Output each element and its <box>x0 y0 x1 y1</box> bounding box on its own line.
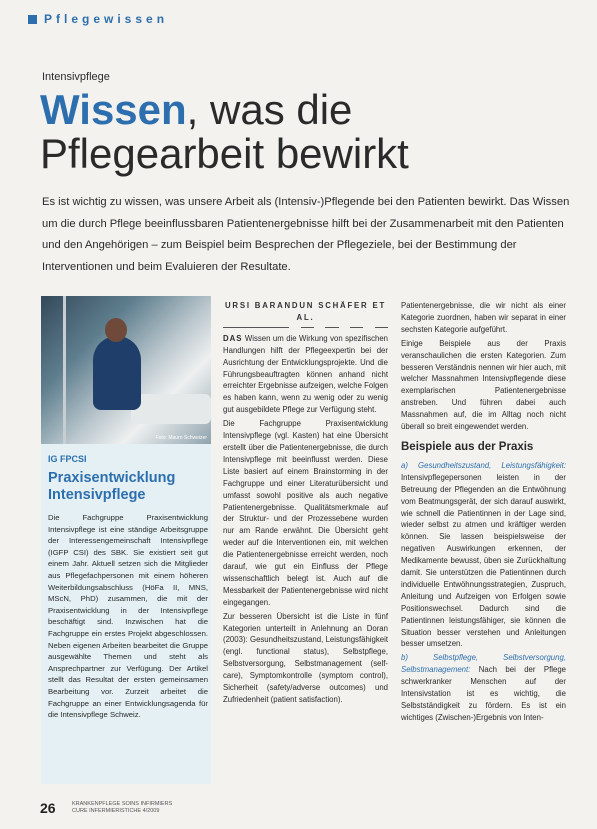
lead-word: DAS <box>223 333 243 343</box>
sidebar-box <box>41 296 211 784</box>
article-kicker: Intensivpflege <box>42 71 110 83</box>
headline-rest: , was die Pflegearbeit bewirkt <box>40 86 409 177</box>
nurse-photo <box>41 296 211 444</box>
page-footer: KRANKENPFLEGE SOINS INFIRMIERS CURE INFERMIERISTICHE 4/2009 <box>72 801 173 814</box>
column-3-paragraph: Einige Beispiele aus der Praxis veranschaulichen die ersten Kategorien. Zum besseren Verständnis nennen wir hier auch, mit welcher Massnahmen Intensivpflegende diese exemplarischen Patientenergebnisse anstreben. Und führen dabei auch Massnahmen auf, die im Alltag noch nicht überall so breit eingewendet werden. <box>401 338 566 432</box>
section-label: Pflegewissen <box>44 12 169 26</box>
practice-item-b: b) Selbstpflege, Selbstversorgung, Selbstmanagement: Nach bei der Pflege schwerkranker Menschen auf der Intensivstation ist es wichtig, die Selbstständigkeit zu fördern. Es ist ein wichtiges (Zwischen-)Ergebnis von Inten- <box>401 653 567 722</box>
article-lead: Es ist wichtig zu wissen, was unsere Arbeit als (Intensiv-)Pflegende bei den Patienten bewirkt. Das Wissen um die durch Pflege beeinflussbaren Patientenergebnisse hilft bei der Zusammenarbeit mit den Patienten und den Angehörigen – zum Beispiel beim Besprechen der Pflegeziele, bei der Bestimmung der Interventionen und beim Evaluieren der Resultate. <box>42 196 570 273</box>
page-number: 26 <box>40 800 56 816</box>
nurse-figure <box>93 336 141 410</box>
sidebar-tag: IG FPCSI <box>48 454 87 464</box>
photo-credit: Foto: Mauro Schweizer <box>155 435 207 441</box>
article-authors: URSI BARANDUN SCHÄFER ET AL. <box>224 301 387 322</box>
section-header <box>28 10 168 28</box>
practice-subheading: Beispiele aus der Praxis <box>401 440 534 453</box>
column-2-paragraph: Zur besseren Übersicht ist die Liste in fünf Kategorien unterteilt in Anlehnung an Doran (2003): Gesundheitszustand, Leistungsfähigkeit (engl. functional status), Selbstpflege, Selbstversorgung, Selbstmanagement (self-care), Symptomkontrolle (symptom control), Sicherheit (safety/adverse outcomes) und Zufriedenheit (patient satisfaction). <box>223 611 388 704</box>
section-square-icon <box>28 15 37 24</box>
hospital-bed <box>131 394 211 424</box>
column-3-paragraph: Patientenergebnisse, die wir nicht als einer Kategorie zuordnen, haben wir separat in einer sechsten Kategorie aufgeführt. <box>401 301 566 334</box>
article-column-2 <box>223 300 388 708</box>
column-2-paragraph: DAS Wissen um die Wirkung von spezifischen Handlungen hilft der Pflegeexpertin bei der Ausrichtung der Entwicklungsprojekte. Und die Führungsbeauftragten können anhand nicht erreichter Ergebnisse aufzeigen, welche Folgen es haben kann, wenn zu wenig oder zu wenig gut ausgebildete Pflege zur Verfügung steht. <box>223 333 389 415</box>
column-2-paragraph: Die Fachgruppe Praxisentwicklung Intensivpflege (vgl. Kasten) hat eine Übersicht erstellt über die Patientenergebnisse, die durch Intensivpflege mit beeinflusst werden. Diese Liste basiert auf einem Brainstorming in der Fachgruppe und einer Literaturübersicht und umfasst sowohl positive als auch negative Patientenergebnisse. Qualitätsmerkmale auf der Struktur- und der Prozessebene wurden nur am Rande erwähnt. Die Übersicht geht weder auf die Interventionen ein, mit welchen die Patientenergebnisse erreicht werden, noch darauf, wie gut ein Einfluss der Pflege wissenschaftlich belegt ist. Auch auf die Messbarkeit der Patientenergebnisse wird nicht eingegangen. <box>223 419 388 607</box>
author-rule <box>223 327 388 328</box>
sidebar-body: Die Fachgruppe Praxisentwicklung Intensivpflege ist eine ständige Arbeitsgruppe der Interessengemeinschaft Intensivpflege (IGFP CSI) des SBK. Sie existiert seit gut einem Jahr. Aktuell setzen sich die Mitglieder aus Pflegefachpersonen mit einem höheren Weiterbildungsabschluss (HöFa II, MNS, MScN, PhD) zusammen, die mit der Praxisentwicklung in der Intensivpflege beschäftigt sind. Inzwischen hat die Fachgruppe ein erstes Projekt abgeschlossen. Neben eigenen Arbeiten bearbeitet die Gruppe ausgewählte Themen und steht als Ansprechpartner zur Verfügung. Der Artikel stellt das Resultat der ersten gemeinsamen Bearbeitung vor. Zurzeit arbeitet die Fachgruppe an einer Entwicklungsagenda für die Intensivpflege Schweiz. <box>48 513 208 720</box>
headline-emphasis: Wissen <box>40 86 187 133</box>
nurse-head <box>105 318 127 342</box>
practice-item-a: a) Gesundheitszustand, Leistungsfähigkeit: Intensivpflegepersonen leisten in der Betreuung der Pflegenden an die Entwöhnung vom Beatmungsgerät, der sich darauf auswirkt, wie schnell die Patientinnen in der Lage sind, wieder selbst zu atmen und kräftiger werden können. Sie lassen beispielsweise der negativen Auswirkungen erkennen, der Medikamente bewusst, üben sie Zurückhaltung damit. Sie unterstützen die Patientinnen durch individuelle Entwöhnungsstrategien, Zuspruch, Anleitung und Aufzeigen von Erfolgen sowie Positionswechsel. Dadurch sind die Patientinnen leistungsfähiger, sie können die Situation besser verstehen und Anleitungen besser umsetzen. <box>401 460 566 649</box>
iv-pole <box>63 296 66 444</box>
article-headline <box>40 88 570 176</box>
article-column-3 <box>401 300 566 726</box>
sidebar-title: Praxisentwicklung Intensivpflege <box>48 470 176 503</box>
